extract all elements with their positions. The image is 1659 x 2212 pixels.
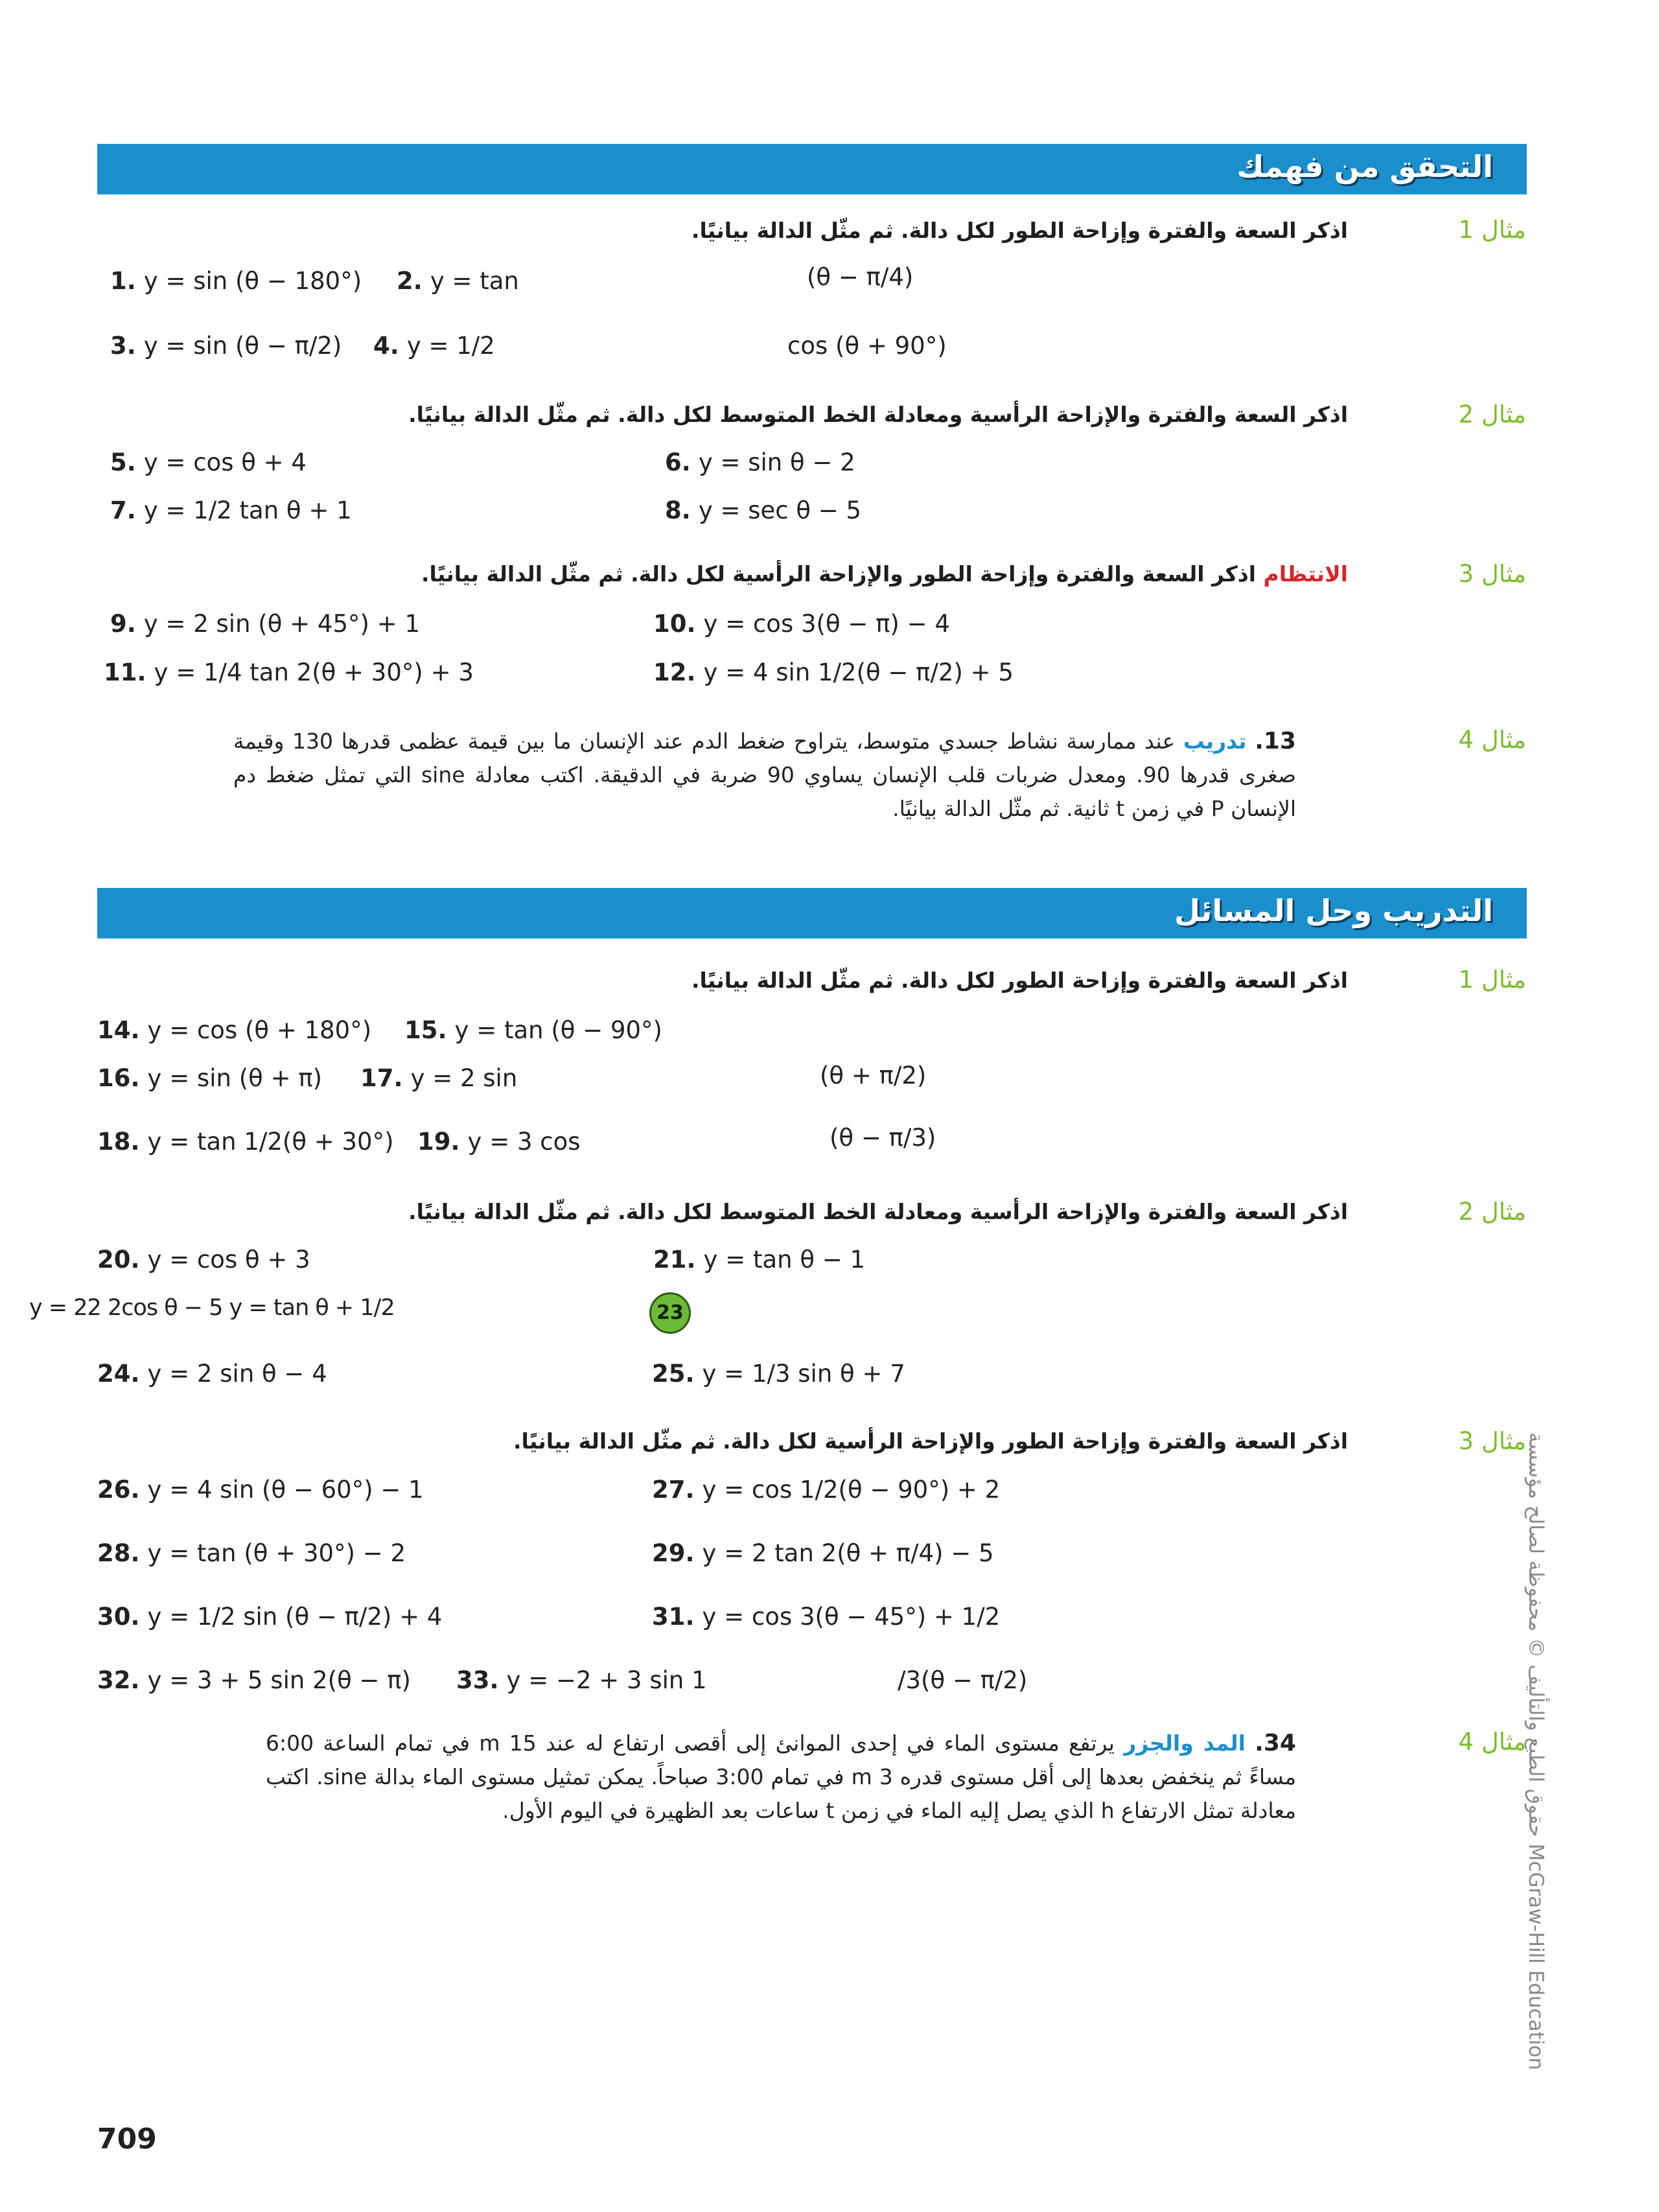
problem-12	[653, 658, 1014, 686]
problem-17-tail: (θ + π/2)	[820, 1062, 927, 1089]
problem-number: 26.	[97, 1476, 140, 1504]
problem-expression: y = sec θ − 5	[698, 496, 862, 524]
problem-30	[97, 1603, 442, 1631]
problem-32	[97, 1666, 411, 1694]
problem-number: 6.	[665, 448, 691, 476]
problem-expression: y = 2 sin θ − 4	[147, 1360, 327, 1388]
problem-expression: y = tan	[430, 267, 519, 295]
problem-number: 28.	[97, 1539, 140, 1567]
problem-20	[97, 1246, 310, 1274]
problem-4	[373, 332, 495, 360]
instruction: اذكر السعة والفترة وإزاحة الطور لكل دالة. ثم مثّل الدالة بيانيًا.	[691, 218, 1348, 243]
problem-number: 20.	[97, 1246, 140, 1274]
example-label: مثال 2	[1458, 1198, 1526, 1226]
problem-expression: y = 1/3 sin θ + 7	[702, 1360, 905, 1388]
word-problem-13	[233, 725, 1296, 826]
problem-expression: y = sin (θ + π)	[147, 1064, 323, 1092]
problem-expression: y = cos 3(θ − π) − 4	[703, 610, 950, 638]
problem-number: 19.	[417, 1128, 460, 1156]
word-problem-34	[266, 1727, 1296, 1828]
problem-expression: y = 1/2 tan θ + 1	[143, 496, 352, 524]
problem-26	[97, 1476, 424, 1504]
section-title: التدريب وحل المسائل	[1174, 893, 1493, 928]
problem-11	[104, 658, 474, 686]
tides-tag: المد والجزر	[1124, 1730, 1246, 1756]
problem-6	[665, 448, 855, 476]
problem-expression: y = 3 cos	[467, 1128, 581, 1156]
problem-number: 12.	[653, 658, 696, 686]
problem-27	[652, 1476, 1000, 1504]
problem-expression: y = cos θ + 3	[147, 1246, 310, 1274]
problem-expression: y = 1/2	[406, 332, 495, 360]
problem-25	[652, 1360, 905, 1388]
problem-number: 7.	[110, 496, 136, 524]
problem-number: 1.	[110, 267, 136, 295]
problem-7	[110, 496, 352, 524]
problem-expression: y = 4 sin (θ − 60°) − 1	[147, 1476, 424, 1504]
problem-number: 11.	[104, 658, 146, 686]
problem-9	[110, 610, 420, 638]
problem-17	[360, 1064, 517, 1092]
problem-2	[397, 267, 519, 295]
page-number: 709	[97, 2123, 157, 2156]
problem-number: 17.	[360, 1064, 403, 1092]
problem-expression: y = cos 1/2(θ − 90°) + 2	[702, 1476, 1001, 1504]
example-label: مثال 2	[1458, 401, 1526, 428]
problem-19-tail: (θ − π/3)	[830, 1124, 936, 1152]
problem-expression: y = 4 sin 1/2(θ − π/2) + 5	[703, 658, 1014, 686]
problem-number: 25.	[652, 1360, 695, 1388]
problem-number: 14.	[97, 1016, 140, 1044]
problem-number: 24.	[97, 1360, 140, 1388]
problem-29	[652, 1539, 994, 1567]
problem-number: 31.	[652, 1603, 695, 1631]
problem-3	[110, 332, 342, 360]
problem-expression: y = 1/2 sin (θ − π/2) + 4	[147, 1603, 443, 1631]
problem-expression: y = 1/4 tan 2(θ + 30°) + 3	[154, 658, 474, 686]
example-label: مثال 1	[1458, 216, 1526, 244]
problem-expression: y = tan 1/2(θ + 30°)	[147, 1128, 394, 1156]
problem-number: 9.	[110, 610, 136, 638]
problem-expression: y = cos (θ + 180°)	[147, 1016, 372, 1044]
problem-expression: y = cos θ + 4	[143, 448, 307, 476]
problem-5	[110, 448, 307, 476]
problem-number: 10.	[653, 610, 696, 638]
problem-4-tail: cos (θ + 90°)	[787, 332, 947, 360]
instruction: اذكر السعة والفترة والإزاحة الرأسية ومعادلة الخط المتوسط لكل دالة. ثم مثّل الدالة بيانيًا.	[408, 1199, 1348, 1224]
problem-number: 33.	[456, 1666, 499, 1694]
problem-expression: y = sin (θ − 180°)	[143, 267, 362, 295]
problem-number: 15.	[404, 1016, 447, 1044]
instruction: اذكر السعة والفترة والإزاحة الرأسية ومعادلة الخط المتوسط لكل دالة. ثم مثّل الدالة بيانيًا.	[408, 402, 1348, 427]
problem-33	[456, 1666, 707, 1694]
problem-19	[417, 1128, 581, 1156]
copyright-notice: حقوق الطبع والتأليف © محفوظة لصالح مؤسسة McGraw-Hill Education	[1524, 1432, 1548, 2071]
problem-expression: y = 2 sin	[410, 1064, 518, 1092]
problem-31	[652, 1603, 1000, 1631]
example-label: مثال 1	[1458, 966, 1526, 994]
problem-expression: y = cos 3(θ − 45°) + 1/2	[702, 1603, 1001, 1631]
problem-23-badge[interactable]: 23	[649, 1292, 691, 1334]
problem-expression: y = sin (θ − π/2)	[143, 332, 342, 360]
check-understanding-banner	[97, 144, 1527, 194]
problem-expression: y = 2 sin (θ + 45°) + 1	[143, 610, 420, 638]
problem-14	[97, 1016, 371, 1044]
problem-expression: y = tan (θ − 90°)	[454, 1016, 662, 1044]
instruction: اذكر السعة والفترة وإزاحة الطور لكل دالة. ثم مثّل الدالة بيانيًا.	[691, 968, 1348, 993]
problem-number: 34.	[1255, 1730, 1296, 1756]
problem-8	[665, 496, 861, 524]
problem-22-overlap: y = 22 2cos θ − 5 y = tan θ + 1/2	[29, 1295, 395, 1321]
problem-15	[404, 1016, 662, 1044]
problem-text: عند ممارسة نشاط جسدي متوسط، يتراوح ضغط الدم عند الإنسان ما بين قيمة عظمى قدرها 130 وقيمة صغرى قدرها 90. ومعدل ضربات قلب الإنسان يساوي 90 ضربة في الدقيقة. اكتب معادلة sine التي تمثل ضغط دم الإنسان P في زمن t ثانية. ثم مثّل الدالة بيانيًا.	[233, 728, 1296, 821]
instruction: اذكر السعة والفترة وإزاحة الطور والإزاحة الرأسية لكل دالة. ثم مثّل الدالة بيانيًا.	[513, 1428, 1348, 1454]
problem-expression: y = 2 tan 2(θ + π/4) − 5	[702, 1539, 994, 1567]
problem-33-tail: /3(θ − π/2)	[898, 1666, 1028, 1694]
problem-1	[110, 267, 362, 295]
problem-10	[653, 610, 950, 638]
problem-21	[653, 1246, 865, 1274]
problem-number: 2.	[397, 267, 423, 295]
problem-expression: y = sin θ − 2	[698, 448, 855, 476]
problem-number: 4.	[373, 332, 399, 360]
problem-number: 29.	[652, 1539, 695, 1567]
problem-number: 18.	[97, 1128, 140, 1156]
example-label: مثال 3	[1458, 560, 1526, 588]
problem-number: 16.	[97, 1064, 140, 1092]
instruction-text: اذكر السعة والفترة وإزاحة الطور والإزاحة الرأسية لكل دالة. ثم مثّل الدالة بيانيًا.	[421, 561, 1257, 587]
problem-expression: y = −2 + 3 sin 1	[506, 1666, 707, 1694]
problem-28	[97, 1539, 406, 1567]
problem-text: يرتفع مستوى الماء في إحدى الموانئ إلى أقصى ارتفاع له عند 15 m في تمام الساعة 6:00 مساءً ثم ينخفض بعدها إلى أقل مستوى قدره 3 m في تمام 3:00 صباحاً. يمكن تمثيل مستوى الماء بدالة sine. اكتب معادلة تمثل الارتفاع h الذي يصل إليه الماء في زمن t ساعات بعد الظهيرة في اليوم الأول.	[266, 1730, 1297, 1823]
problem-24	[97, 1360, 327, 1388]
regularity-tag: الانتظام	[1263, 561, 1348, 587]
problem-number: 13.	[1255, 728, 1296, 754]
practice-tag: تدريب	[1183, 728, 1247, 754]
problem-number: 32.	[97, 1666, 140, 1694]
example-label: مثال 3	[1458, 1427, 1526, 1455]
problem-16	[97, 1064, 322, 1092]
problem-number: 5.	[110, 448, 136, 476]
problem-number: 8.	[665, 496, 691, 524]
instruction	[421, 561, 1348, 587]
problem-18	[97, 1128, 394, 1156]
problem-expression: y = tan (θ + 30°) − 2	[147, 1539, 406, 1567]
practice-banner	[97, 888, 1527, 938]
problem-expression: y = tan θ − 1	[703, 1246, 866, 1274]
example-label: مثال 4	[1458, 726, 1526, 754]
problem-number: 27.	[652, 1476, 695, 1504]
problem-2-tail: (θ − π/4)	[807, 263, 914, 291]
problem-number: 30.	[97, 1603, 140, 1631]
problem-expression: y = 3 + 5 sin 2(θ − π)	[147, 1666, 411, 1694]
problem-number: 3.	[110, 332, 136, 360]
problem-number: 21.	[653, 1246, 696, 1274]
section-title: التحقق من فهمك	[1236, 149, 1493, 184]
example-label: مثال 4	[1458, 1728, 1526, 1756]
